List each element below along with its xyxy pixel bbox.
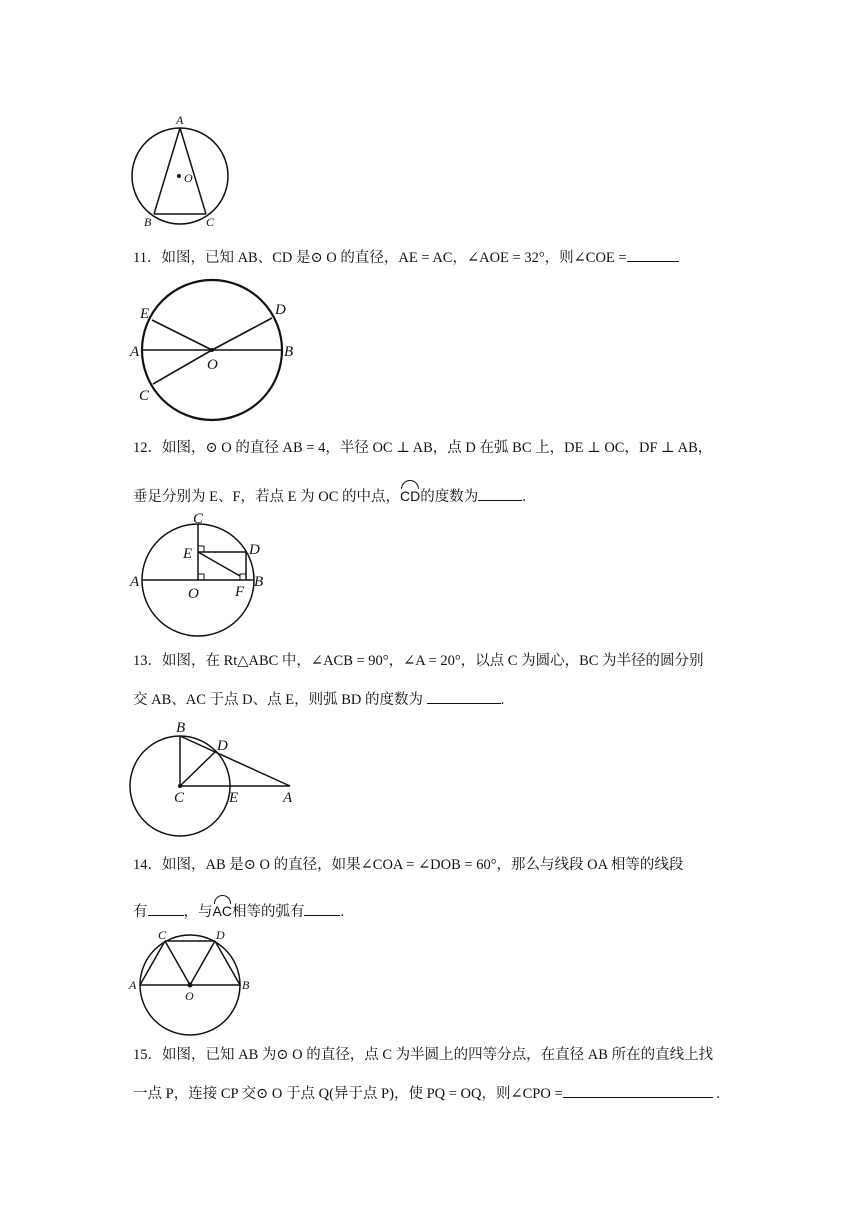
figure-q11	[128, 280, 308, 430]
point-label-d: D	[216, 928, 225, 942]
point-label-o: O	[207, 357, 218, 373]
question-11	[133, 247, 679, 268]
point-label-b: B	[254, 574, 264, 590]
point-label-c: C	[174, 790, 185, 806]
point-label-d: D	[217, 738, 228, 754]
point-label-a: A	[129, 978, 137, 992]
point-label-o: O	[185, 989, 194, 1003]
question-12-text-1: 12．如图，⊙ O 的直径 AB = 4，半径 OC ⊥ AB，点 D 在弧 BC 上，DE ⊥ OC，DF ⊥ AB，	[133, 440, 713, 456]
question-15-text-1: 15．如图，已知 AB 为⊙ O 的直径，点 C 为半圆上的四等分点，在直径 AB 所在的直线上找	[133, 1047, 714, 1063]
point-label-f: F	[235, 584, 245, 600]
point-label-o: O	[184, 171, 193, 185]
answer-blank-1[interactable]	[148, 901, 184, 916]
point-label-b: B	[144, 215, 152, 229]
point-label-c: C	[206, 215, 215, 229]
point-label-b: B	[242, 978, 250, 992]
question-15-line-1	[133, 1045, 713, 1065]
question-13-text-2: 交 AB、AC 于点 D、点 E，则弧 BD 的度数为	[133, 692, 424, 708]
point-label-o: O	[188, 586, 199, 602]
question-12-text-2: 垂足分别为 E、F，若点 E 为 OC 的中点，	[133, 489, 401, 505]
point-label-b: B	[176, 720, 186, 736]
point-label-d: D	[249, 542, 260, 558]
question-15-line-2: 一点 P，连接 CP 交⊙ O 于点 Q(异于点 P)，使 PQ = OQ，则∠CPO = .	[133, 1083, 720, 1104]
question-14-text-1: 14．如图，AB 是⊙ O 的直径，如果∠COA = ∠DOB = 60°，那么与线段 OA 相等的线段	[133, 857, 684, 873]
arc-ac: AC	[213, 897, 232, 921]
figure-q12	[128, 510, 273, 640]
point-label-a: A	[283, 790, 293, 806]
arc-cd: CD	[400, 482, 420, 506]
point-label-b: B	[284, 344, 294, 360]
question-14-text-2: 有	[133, 904, 148, 920]
point-label-a: A	[130, 344, 140, 360]
question-14-line-1	[133, 855, 683, 875]
question-13-text-1: 13．如图，在 Rt△ABC 中，∠ACB = 90°，∠A = 20°，以点 C 为圆心，BC 为半径的圆分别	[133, 653, 704, 669]
question-12-text-3: 的度数为	[420, 489, 479, 505]
answer-blank[interactable]	[427, 689, 501, 704]
point-label-a: A	[130, 574, 140, 590]
point-label-e: E	[183, 546, 193, 562]
point-label-c: C	[193, 511, 204, 527]
question-13-line-2: 交 AB、AC 于点 D、点 E，则弧 BD 的度数为 .	[133, 689, 504, 710]
question-14-text-3: ，与	[183, 904, 213, 920]
figure-q14	[128, 925, 263, 1040]
point-label-a: A	[176, 113, 184, 127]
answer-blank[interactable]	[627, 247, 679, 262]
point-label-e: E	[229, 790, 239, 806]
figure-q10	[128, 112, 238, 232]
answer-blank[interactable]	[563, 1083, 713, 1098]
answer-blank-2[interactable]	[304, 901, 340, 916]
question-13-line-1	[133, 651, 704, 671]
point-label-c: C	[158, 928, 167, 942]
answer-blank[interactable]	[478, 486, 522, 501]
point-label-c: C	[139, 388, 150, 404]
question-14-line-2: 有 ，与AC相等的弧有 .	[133, 897, 344, 922]
figure-q13	[128, 718, 303, 843]
point-label-e: E	[140, 306, 150, 322]
question-12-line-1	[133, 438, 712, 458]
point-label-d: D	[275, 302, 286, 318]
question-12-line-2: 垂足分别为 E、F，若点 E 为 OC 的中点，CD的度数为 .	[133, 482, 526, 507]
question-15-text-2: 一点 P，连接 CP 交⊙ O 于点 Q(异于点 P)，使 PQ = OQ，则∠CPO =	[133, 1086, 563, 1102]
question-11-text: 11．如图，已知 AB、CD 是⊙ O 的直径，AE = AC，∠AOE = 32°，则∠COE =	[133, 250, 627, 266]
question-14-text-4: 相等的弧有	[231, 904, 305, 920]
